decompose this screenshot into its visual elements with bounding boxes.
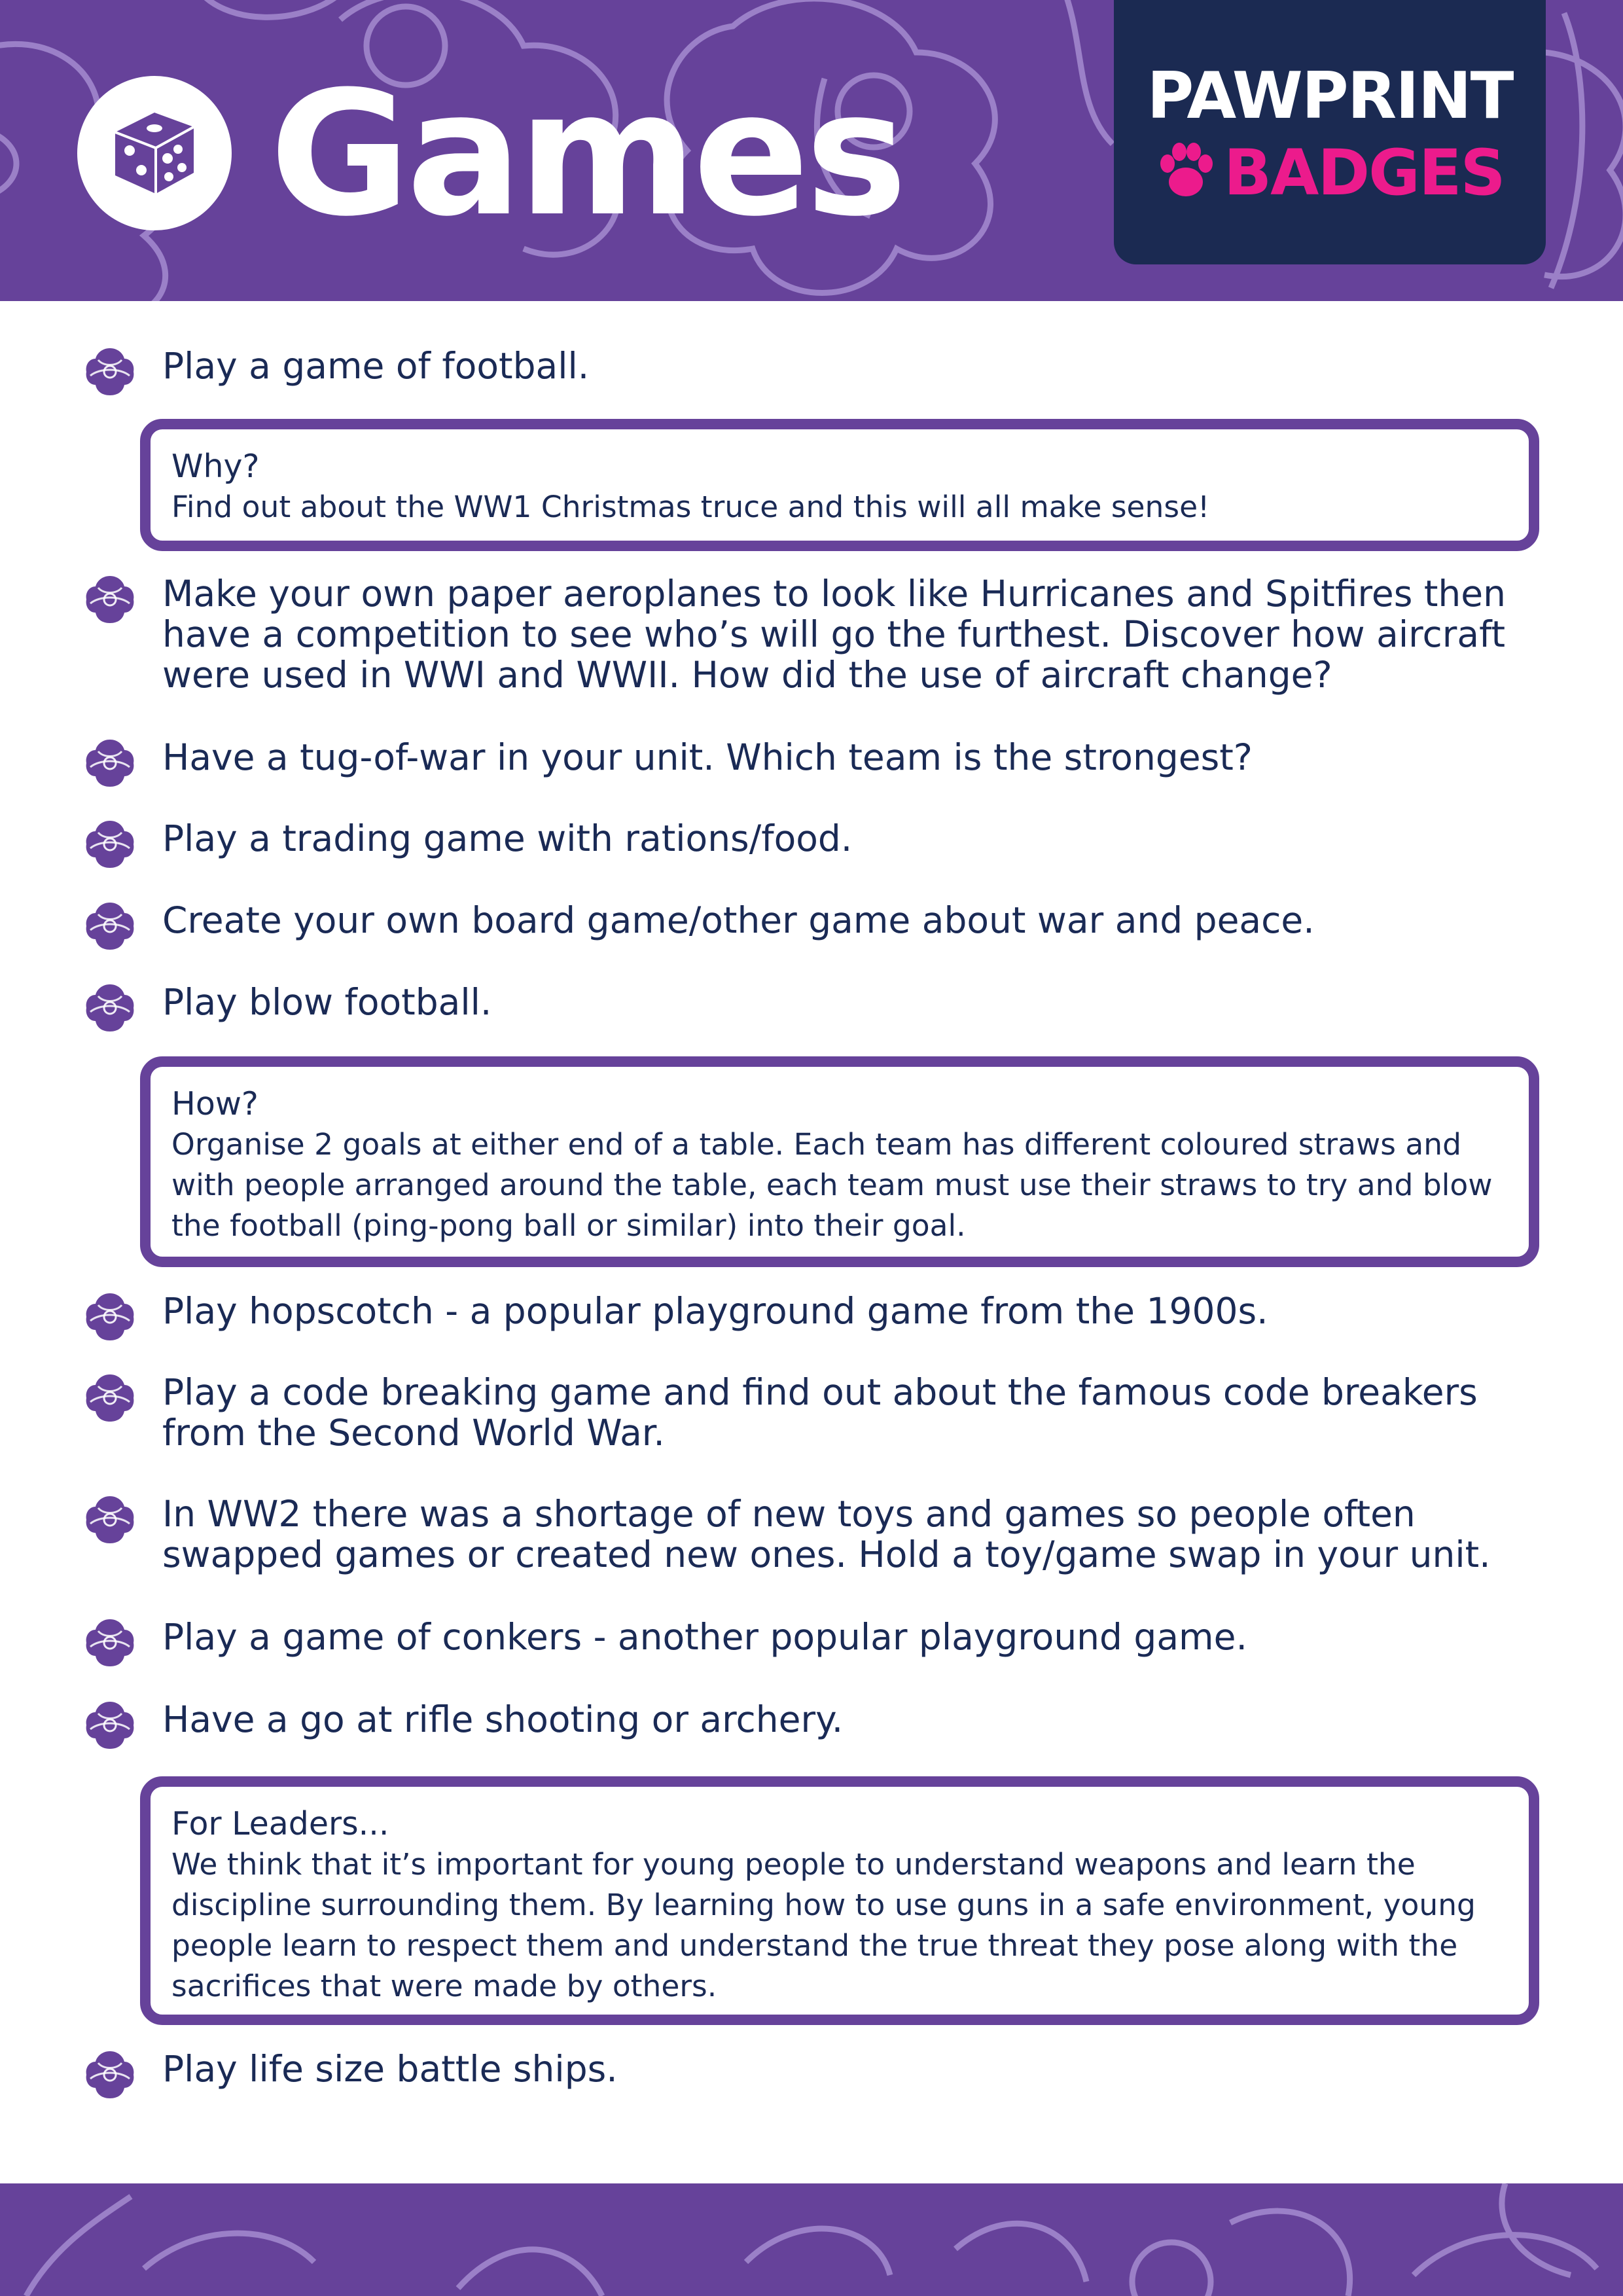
poppy-outline-pattern	[0, 2183, 1623, 2296]
info-box-body: We think that it’s important for young people to understand weapons and learn the discipline surrounding them. By learning how to use guns in a safe environment, young people learn to respect them and understand the true threat they pose along with the sacrifices that were made by others.	[171, 1847, 1476, 2003]
poppy-icon	[84, 737, 136, 789]
list-item-text: Make your own paper aeroplanes to look like Hurricanes and Spitfires then have a competition to see who’s will go the furthest. Discover how aircraft were used in WWI and WWII. How did the use of aircraft change?	[162, 573, 1506, 696]
poppy-icon	[84, 818, 136, 870]
list-item-text: Play a game of conkers - another popular playground game.	[162, 1616, 1247, 1658]
pawprint-badges-logo	[1114, 0, 1546, 264]
poppy-icon	[84, 573, 136, 626]
info-box-body: Organise 2 goals at either end of a table. Each team has different coloured straws and with people arranged around the table, each team must use their straws to try and blow the football (ping-pong ball or similar) into their goal.	[171, 1127, 1493, 1243]
info-box-why	[140, 419, 1539, 551]
poppy-icon	[84, 1291, 136, 1343]
page-title: Games	[270, 54, 904, 254]
dice-icon	[110, 107, 199, 199]
poppy-icon	[84, 982, 136, 1034]
poppy-icon	[84, 1372, 136, 1424]
list-item-text: Have a go at rifle shooting or archery.	[162, 1698, 844, 1740]
list-item-text: Create your own board game/other game about war and peace.	[162, 899, 1315, 941]
info-box-how	[140, 1056, 1539, 1267]
info-box-title: Why?	[171, 448, 260, 485]
logo-line-pawprint: PAWPRINT	[1147, 59, 1513, 134]
dice-badge	[77, 76, 232, 230]
poppy-icon	[84, 2049, 136, 2101]
list-item-text: Have a tug-of-war in your unit. Which team is the strongest?	[162, 736, 1253, 778]
logo-line-badges: BADGES	[1224, 136, 1505, 209]
poppy-icon	[84, 346, 136, 398]
poppy-icon	[84, 900, 136, 952]
list-item-text: Play a trading game with rations/food.	[162, 817, 853, 859]
list-item-text: In WW2 there was a shortage of new toys and games so people often swapped games or created new ones. Hold a toy/game swap in your unit.	[162, 1493, 1491, 1575]
footer-banner	[0, 2183, 1623, 2296]
list-item-text: Play blow football.	[162, 981, 492, 1023]
poppy-icon	[84, 1699, 136, 1751]
list-item-text: Play a code breaking game and find out about the famous code breakers from the Second World War.	[162, 1371, 1478, 1454]
list-item-text: Play life size battle ships.	[162, 2048, 618, 2090]
paw-icon	[1153, 139, 1219, 204]
list-item-text: Play a game of football.	[162, 345, 590, 387]
poppy-icon	[84, 1617, 136, 1669]
info-box-for-leaders	[140, 1776, 1539, 2025]
info-box-body: Find out about the WW1 Christmas truce and this will all make sense!	[171, 490, 1210, 524]
header-banner	[0, 0, 1623, 301]
info-box-title: How?	[171, 1085, 259, 1122]
poppy-icon	[84, 1494, 136, 1546]
list-item-text: Play hopscotch - a popular playground game from the 1900s.	[162, 1290, 1268, 1332]
info-box-title: For Leaders...	[171, 1805, 389, 1842]
